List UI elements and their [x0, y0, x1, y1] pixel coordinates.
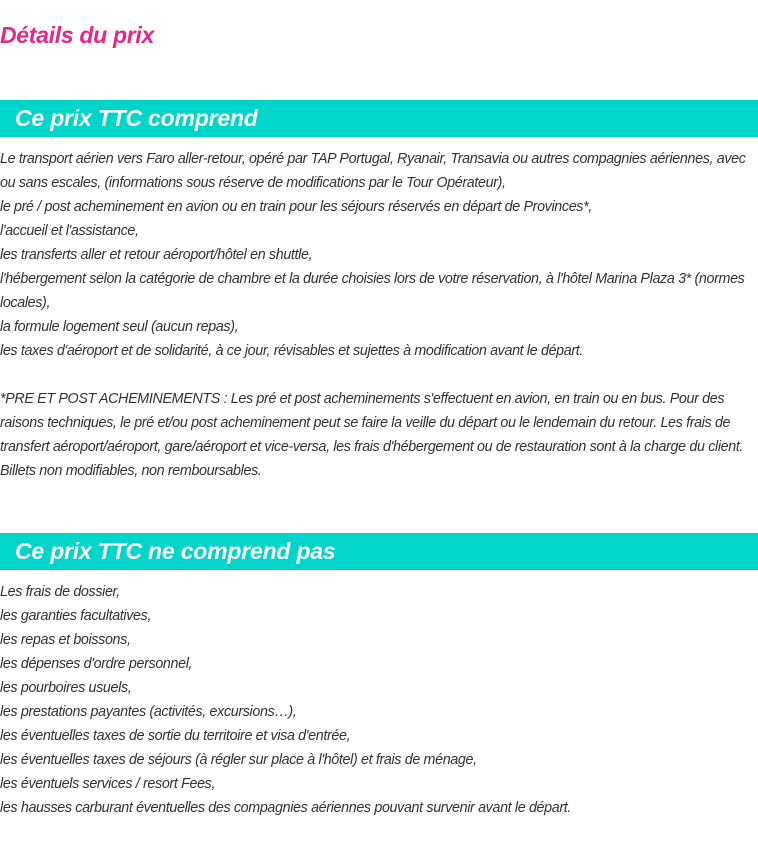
- list-item: les garanties facultatives,: [0, 608, 152, 624]
- list-item: les repas et boissons,: [0, 632, 131, 648]
- list-item: l'accueil et l'assistance,: [0, 223, 139, 239]
- list-item: l'hébergement selon la catégorie de chambre et la durée choisies lors de votre réservation, à l'hôtel Marina Plaza 3* (normes locales),: [0, 271, 745, 311]
- list-item: les éventuelles taxes de sortie du territoire et visa d'entrée,: [0, 728, 351, 744]
- list-item: les taxes d'aéroport et de solidarité, à ce jour, révisables et sujettes à modification avant le départ.: [0, 343, 584, 359]
- includes-heading: Ce prix TTC comprend: [0, 100, 758, 137]
- pre-post-footnote: [0, 387, 758, 483]
- excludes-list: [0, 580, 758, 820]
- page-title: Détails du prix: [0, 22, 154, 48]
- list-item: la formule logement seul (aucun repas),: [0, 319, 239, 335]
- list-item: les éventuels services / resort Fees,: [0, 776, 216, 792]
- list-item: Les frais de dossier,: [0, 584, 120, 600]
- list-item: le pré / post acheminement en avion ou en train pour les séjours réservés en départ de Provinces*,: [0, 199, 592, 215]
- list-item: les transferts aller et retour aéroport/hôtel en shuttle,: [0, 247, 313, 263]
- list-item: les éventuelles taxes de séjours (à régler sur place à l'hôtel) et frais de ménage,: [0, 752, 477, 768]
- includes-list: [0, 147, 758, 363]
- footnote-text: *PRE ET POST ACHEMINEMENTS : Les pré et post acheminements s'effectuent en avion, en train ou en bus. Pour des raisons techniques, le pré et/ou post acheminement peut se faire la veille du départ ou le lendemain du retour. Les frais de transfert aéroport/aéroport, gare/aéroport et vice-versa, les frais d'hébergement ou de restauration sont à la charge du client. Billets non modifiables, non remboursables.: [0, 391, 744, 479]
- list-item: les prestations payantes (activités, excursions…),: [0, 704, 297, 720]
- list-item: Le transport aérien vers Faro aller-retour, opéré par TAP Portugal, Ryanair, Transavia ou autres compagnies aériennes, avec ou sans escales, (informations sous réserve de modifications par le Tour Opérateur),: [0, 151, 746, 191]
- list-item: les dépenses d'ordre personnel,: [0, 656, 193, 672]
- list-item: les hausses carburant éventuelles des compagnies aériennes pouvant survenir avant le départ.: [0, 800, 572, 816]
- excludes-heading: Ce prix TTC ne comprend pas: [0, 533, 758, 570]
- list-item: les pourboires usuels,: [0, 680, 132, 696]
